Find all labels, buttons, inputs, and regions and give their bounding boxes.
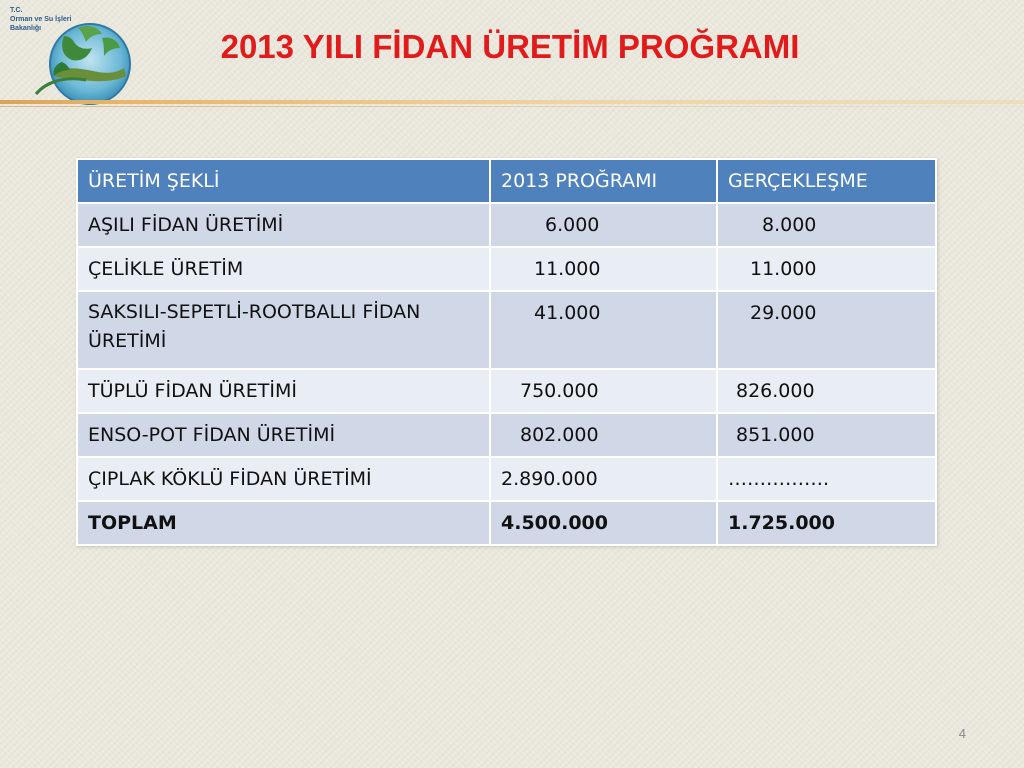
table-row [77,369,936,413]
row-realization-value: 11.000 [717,247,936,291]
row-realization-value: 8.000 [717,203,936,247]
table-row [77,247,936,291]
row-label: ÇELİKLE ÜRETİM [77,247,490,291]
row-program-value: 11.000 [490,247,717,291]
column-header-realization: GERÇEKLEŞME [717,159,936,203]
ministry-logo [2,2,162,112]
header-divider-thin [0,106,1024,107]
row-realization-value: 826.000 [717,369,936,413]
production-table [76,158,937,546]
table-row [77,457,936,501]
row-realization-value: 851.000 [717,413,936,457]
row-label: TÜPLÜ FİDAN ÜRETİMİ [77,369,490,413]
row-realization-value: 29.000 [717,291,936,369]
header-divider [0,100,1024,104]
table-header-row [77,159,936,203]
page-number: 4 [958,726,966,741]
total-realization-value: 1.725.000 [717,501,936,545]
row-program-value: 41.000 [490,291,717,369]
total-program-value: 4.500.000 [490,501,717,545]
row-program-value: 802.000 [490,413,717,457]
column-header-2013-program: 2013 PROĞRAMI [490,159,717,203]
row-program-value: 750.000 [490,369,717,413]
ministry-logo-text: T.C. Orman ve Su İşleri Bakanlığı [10,7,72,32]
table-row [77,203,936,247]
row-label: AŞILI FİDAN ÜRETİMİ [77,203,490,247]
total-label: TOPLAM [77,501,490,545]
row-label: ENSO-POT FİDAN ÜRETİMİ [77,413,490,457]
column-header-production-type: ÜRETİM ŞEKLİ [77,159,490,203]
row-program-value: 6.000 [490,203,717,247]
row-program-value: 2.890.000 [490,457,717,501]
table-row [77,413,936,457]
table-total-row [77,501,936,545]
slide-title: 2013 YILI FİDAN ÜRETİM PROĞRAMI [220,28,800,65]
row-label: ÇIPLAK KÖKLÜ FİDAN ÜRETİMİ [77,457,490,501]
row-label: SAKSILI-SEPETLİ-ROOTBALLI FİDAN ÜRETİMİ [77,291,490,369]
table-row [77,291,936,369]
row-realization-value: ……………. [717,457,936,501]
